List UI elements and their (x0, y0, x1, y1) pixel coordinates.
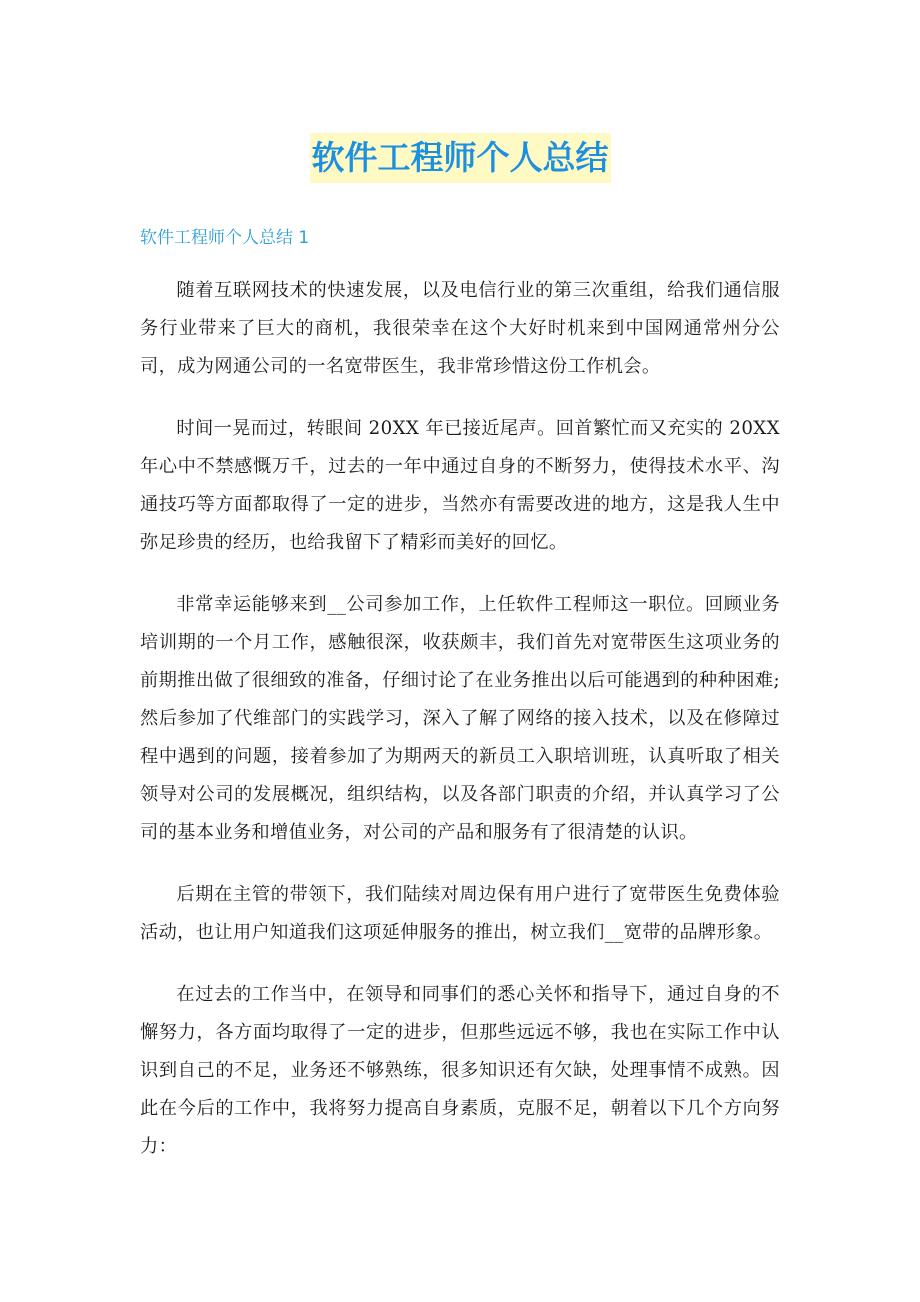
document-title: 软件工程师个人总结 (310, 133, 611, 183)
document-body (140, 272, 780, 1190)
paragraph-2: 时间一晃而过，转眼间 20XX 年已接近尾声。回首繁忙而又充实的 20XX 年心中不禁感慨万千，过去的一年中通过自身的不断努力，使得技术水平、沟通技巧等方面都取得了一定的进步，当然亦有需要改进的地方，这是我人生中弥足珍贵的经历，也给我留下了精彩而美好的回忆。 (140, 418, 780, 553)
paragraph-4: 后期在主管的带领下，我们陆续对周边保有用户进行了宽带医生免费体验活动，也让用户知道我们这项延伸服务的推出，树立我们__宽带的品牌形象。 (140, 884, 780, 943)
section-heading: 软件工程师个人总结 1 (140, 228, 310, 248)
paragraph-3: 非常幸运能够来到__公司参加工作，上任软件工程师这一职位。回顾业务培训期的一个月工作，感触很深，收获颇丰，我们首先对宽带医生这项业务的前期推出做了很细致的准备，仔细讨论了在业务推出以后可能遇到的种种困难;然后参加了代维部门的实践学习，深入了解了网络的接入技术，以及在修障过程中遇到的问题，接着参加了为期两天的新员工入职培训班，认真听取了相关领导对公司的发展概况，组织结构，以及各部门职责的介绍，并认真学习了公司的基本业务和增值业务，对公司的产品和服务有了很清楚的认识。 (140, 594, 780, 843)
paragraph-1: 随着互联网技术的快速发展，以及电信行业的第三次重组，给我们通信服务行业带来了巨大的商机，我很荣幸在这个大好时机来到中国网通常州分公司，成为网通公司的一名宽带医生，我非常珍惜这份工作机会。 (140, 280, 780, 377)
paragraph-5: 在过去的工作当中，在领导和同事们的悉心关怀和指导下，通过自身的不懈努力，各方面均取得了一定的进步，但那些远远不够，我也在实际工作中认识到自己的不足，业务还不够熟练，很多知识还有欠缺，处理事情不成熟。因此在今后的工作中，我将努力提高自身素质，克服不足，朝着以下几个方向努力： (140, 984, 780, 1157)
title-container (0, 133, 920, 183)
